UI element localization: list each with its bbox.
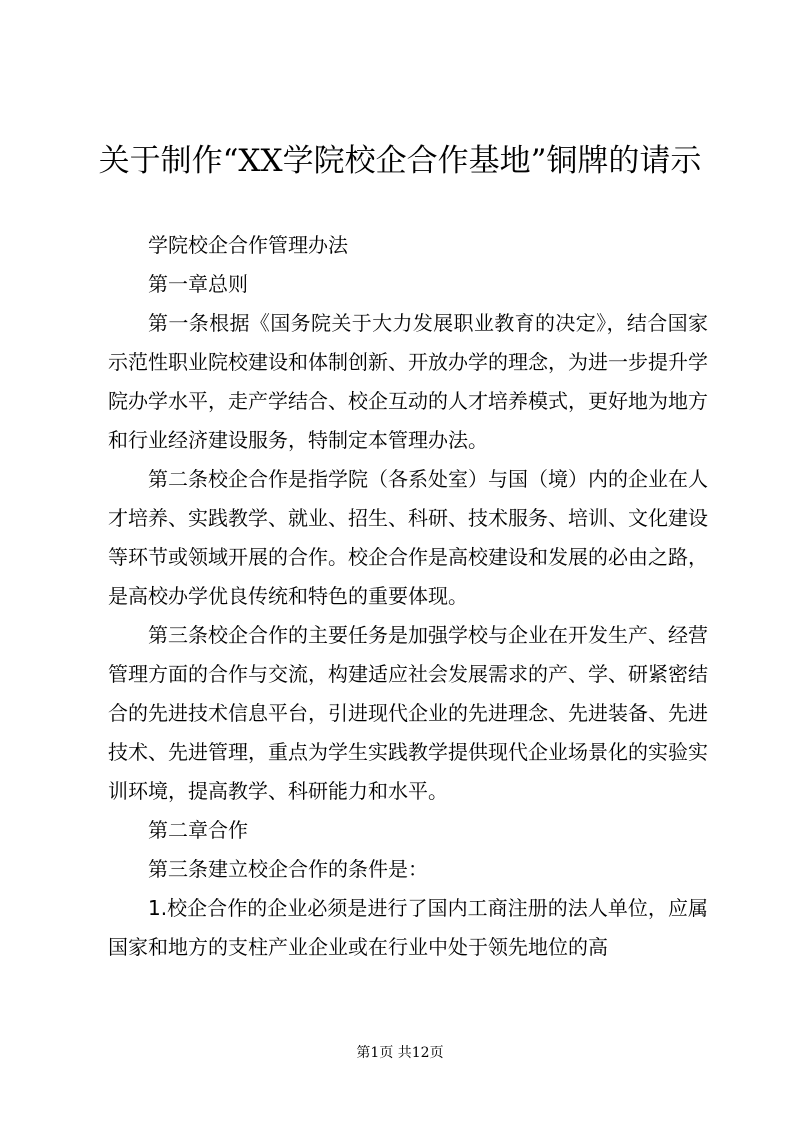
paragraph-article-3: 第三条校企合作的主要任务是加强学校与企业在开发生产、经营管理方面的合作与交流，构建适应社会发展需求的产、学、研紧密结合的先进技术信息平台，引进现代企业的先进理念、先进装备、先进技术、先进管理，重点为学生实践教学提供现代企业场景化的实验实训环境，提高教学、科研能力和水平。 <box>108 623 708 803</box>
paragraph-article-2: 第二条校企合作是指学院（各系处室）与国（境）内的企业在人才培养、实践教学、就业、招生、科研、技术服务、培训、文化建设等环节或领域开展的合作。校企合作是高校建设和发展的必由之路，是高校办学优良传统和特色的重要体现。 <box>108 467 708 608</box>
paragraph-chapter-2: 第二章合作 <box>148 818 248 842</box>
document-body <box>108 226 708 967</box>
paragraph-article-3b: 第三条建立校企合作的条件是： <box>148 857 428 881</box>
document-title: 关于制作“XX学院校企合作基地”铜牌的请示 <box>98 143 702 179</box>
paragraph-chapter-1: 第一章总则 <box>148 272 248 296</box>
page-number-footer: 第1页 共12页 <box>356 1045 444 1061</box>
paragraph-subtitle: 学院校企合作管理办法 <box>148 233 348 257</box>
paragraph-article-1: 第一条根据《国务院关于大力发展职业教育的决定》，结合国家示范性职业院校建设和体制创新、开放办学的理念，为进一步提升学院办学水平，走产学结合、校企互动的人才培养模式，更好地为地方和行业经济建设服务，特制定本管理办法。 <box>108 311 708 452</box>
paragraph-item-1: 1.校企合作的企业必须是进行了国内工商注册的法人单位，应属国家和地方的支柱产业企业或在行业中处于领先地位的高 <box>108 896 708 959</box>
